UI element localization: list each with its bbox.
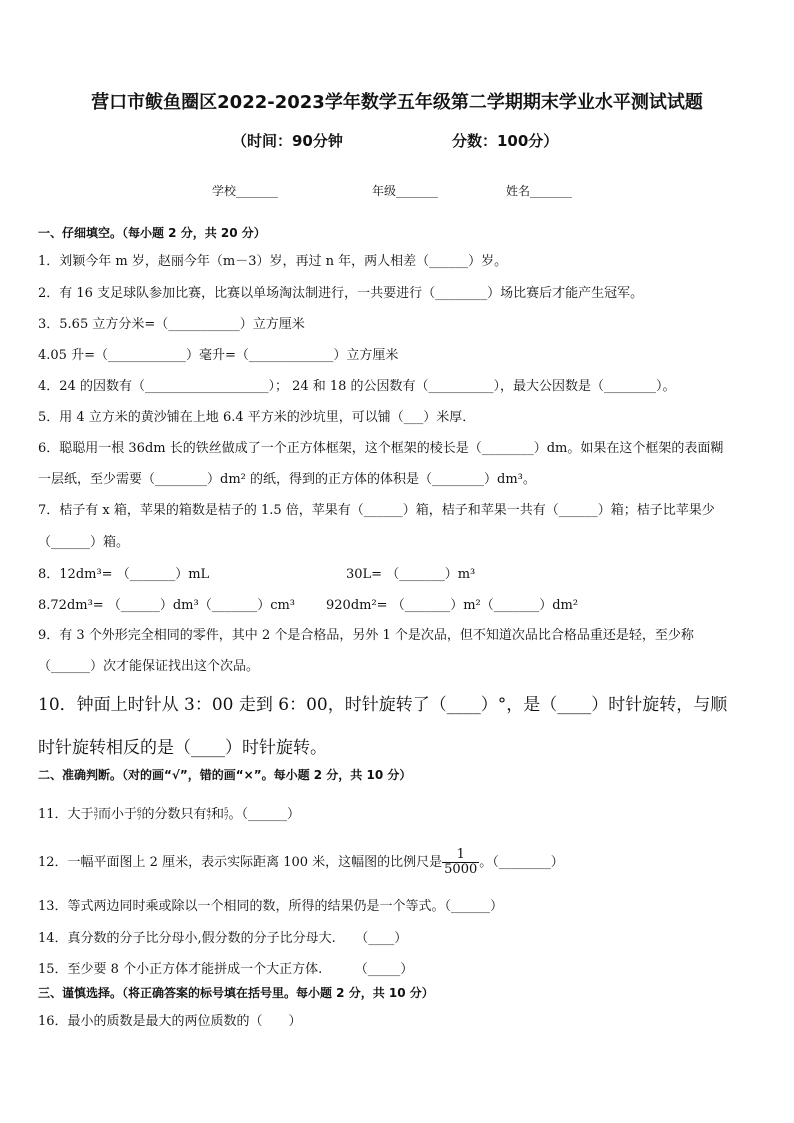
question-8b-left: 8.72dm³= （______）dm³（_______）cm³ [38, 598, 296, 613]
question-10a: 10．钟面上时针从 3：00 走到 6：00，时针旋转了（____）°，是（____）时针旋转，与顺 [38, 695, 728, 715]
exam-time: （时间：90分钟 [232, 132, 343, 150]
section-heading-3: 三、谨慎选择。（将正确答案的标号填在括号里。每小题 2 分，共 10 分） [38, 986, 434, 1000]
question-7b: （______）箱。 [38, 535, 130, 550]
fraction-numerator: 1 [442, 848, 479, 863]
question-9a: 9．有 3 个外形完全相同的零件，其中 2 个是合格品，另外 1 个是次品，但不知道次品比合格品重还是轻，至少称 [38, 628, 694, 643]
question-12 [38, 848, 564, 877]
question-2: 2．有 16 支足球队参加比赛，比赛以单场淘汰制进行，一共要进行（________）场比赛后才能产生冠军。 [38, 286, 644, 301]
q11-mid2: 的分数只有 [141, 807, 207, 822]
q11-suffix: 。（______） [228, 807, 300, 822]
question-7a: 7．桔子有 x 箱，苹果的箱数是桔子的 1.5 倍，苹果有（______）箱，桔子和苹果一共有（______）箱；桔子比苹果少 [38, 503, 715, 518]
fraction-numerator: 3 [93, 806, 99, 815]
question-10b: 时针旋转相反的是（____）时针旋转。 [38, 738, 327, 758]
q12-prefix: 12．一幅平面图上 2 厘米，表示实际距离 100 米，这幅图的比例尺是 [38, 855, 443, 870]
q11-prefix: 11．大于 [38, 807, 94, 822]
question-4: 4．24 的因数有（___________________）； 24 和 18 的公因数有（__________），最大公因数是（________）。 [38, 379, 676, 394]
question-6b: 一层纸，至少需要（________）dm² 的纸，得到的正方体的体积是（________）dm³。 [38, 472, 536, 487]
scale-fraction [442, 848, 479, 877]
fraction-denominator: 7 [206, 813, 211, 822]
question-11 [38, 803, 300, 822]
school-field: 学校_______ [212, 184, 279, 198]
question-15: 15．至少要 8 个小正方体才能拼成一个大正方体. （_____） [38, 962, 414, 977]
question-9b: （______）次才能保证找出这个次品。 [38, 659, 260, 674]
question-3a: 3．5.65 立方分米=（___________）立方厘米 [38, 317, 305, 332]
fraction-numerator: 6 [137, 806, 142, 815]
q12-suffix: 。（________） [479, 855, 564, 870]
question-6a: 6．聪聪用一根 36dm 长的铁丝做成了一个正方体框架，这个框架的棱长是（________）dm。如果在这个框架的表面糊 [38, 441, 724, 456]
fraction-numerator: 4 [206, 806, 211, 815]
grade-field: 年级_______ [372, 184, 439, 198]
q11-and: 和 [210, 807, 224, 822]
name-field: 姓名_______ [506, 184, 573, 198]
q11-mid: 而小于 [98, 807, 138, 822]
question-16: 16．最小的质数是最大的两位质数的（ ） [38, 1014, 302, 1029]
section-heading-1: 一、仔细填空。（每小题 2 分，共 20 分） [38, 226, 266, 240]
question-8b-right: 920dm²= （_______）m²（_______）dm² [326, 598, 579, 613]
fraction-denominator: 7 [224, 813, 229, 822]
question-1: 1．刘颖今年 m 岁，赵丽今年（m－3）岁，再过 n 年，两人相差（______）岁。 [38, 254, 508, 269]
question-13: 13．等式两边同时乘或除以一个相同的数，所得的结果仍是一个等式。（______） [38, 899, 504, 914]
question-5: 5．用 4 立方米的黄沙铺在上地 6.4 平方米的沙坑里，可以铺（___）米厚． [38, 410, 476, 425]
exam-score: 分数：100分） [452, 132, 559, 150]
exam-title: 营口市鲅鱼圈区2022-2023学年数学五年级第二学期期末学业水平测试试题 [91, 92, 703, 113]
question-8a-right: 30L= （_______）m³ [346, 567, 476, 582]
fraction-denominator: 5000 [444, 862, 478, 877]
fraction-denominator: 7 [93, 813, 99, 822]
question-3b: 4.05 升=（____________）毫升=（_____________）立方厘米 [38, 348, 399, 363]
question-8a-left: 8．12dm³= （_______）mL [38, 567, 210, 582]
fraction-denominator: 7 [137, 813, 142, 822]
question-14: 14．真分数的分子比分母小,假分数的分子比分母大. （____） [38, 931, 408, 946]
section-heading-2: 二、准确判断。（对的画“√”，错的画“×”。每小题 2 分，共 10 分） [38, 768, 412, 782]
fraction-numerator: 5 [224, 806, 229, 815]
